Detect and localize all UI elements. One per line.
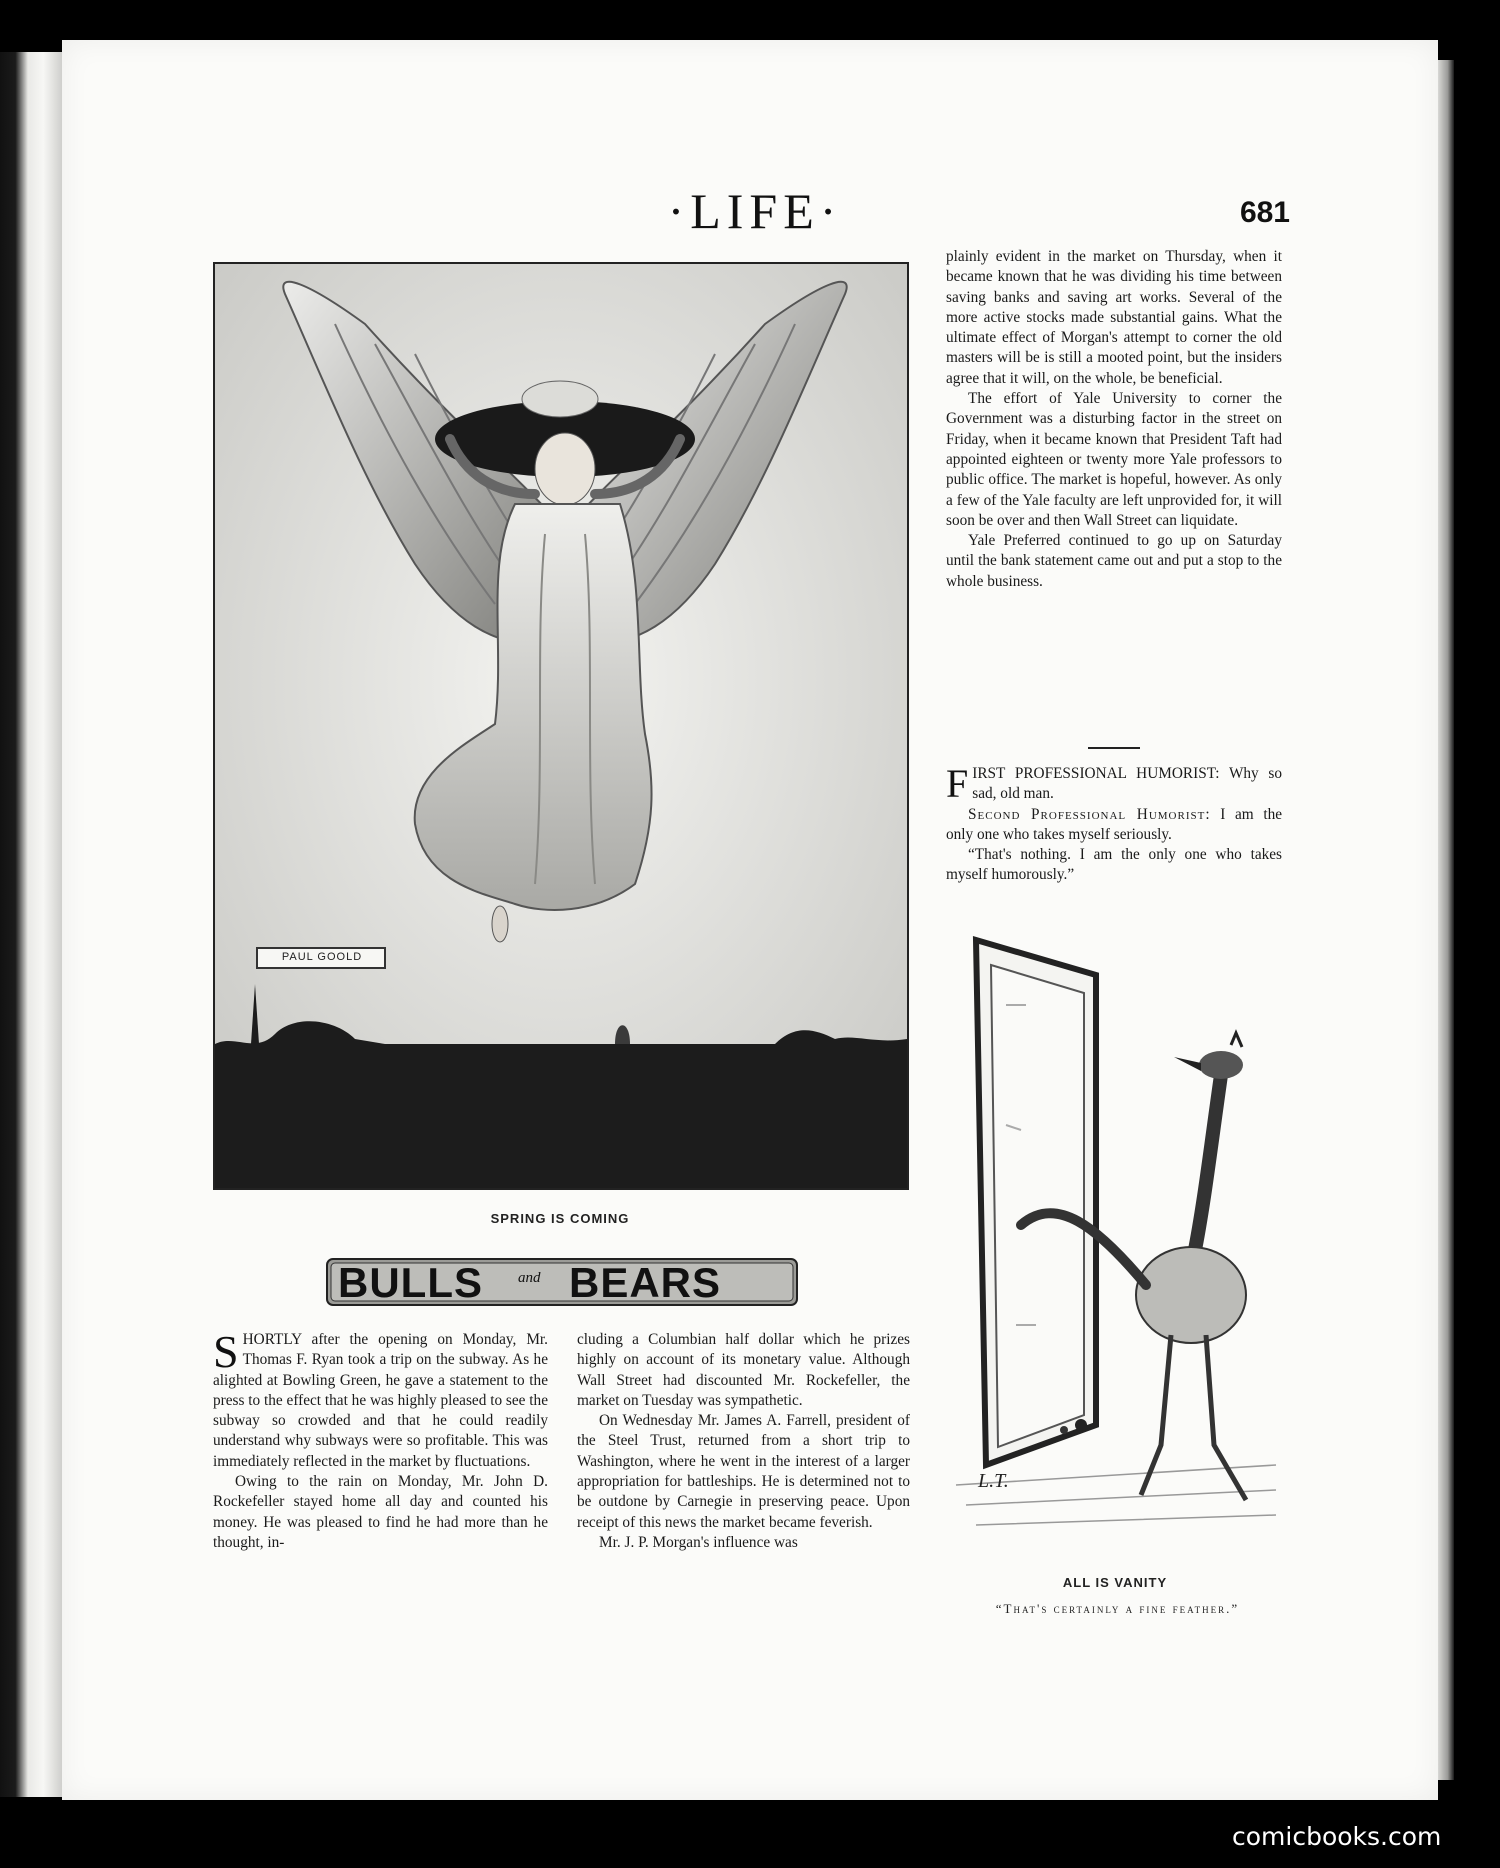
facing-page-edge	[0, 52, 62, 1797]
article-paragraph: Owing to the rain on Monday, Mr. John D. Rockefeller stayed home all day and counted his money. He was pleased to find he had more than he thought, in-	[213, 1473, 548, 1551]
article-paragraph: Mr. J. P. Morgan's influence was	[599, 1533, 798, 1551]
watermark: comicbooks.com	[1232, 1822, 1442, 1851]
speaker-name: Second Professional Humorist:	[968, 805, 1211, 823]
joke-text: IRST PROFESSIONAL HUMORIST: Why so sad, old man.	[972, 765, 1282, 803]
spring-illustration	[213, 262, 909, 1190]
article-paragraph: cluding a Columbian half dollar which he prizes highly on account of its monetary value. Although Wall Street had discounted Mr. Rockefeller, the market on Tuesday was sympathetic.	[577, 1331, 910, 1409]
caption-vanity: ALL IS VANITY	[1062, 1575, 1168, 1590]
article-paragraph: Yale Preferred continued to go up on Saturday until the bank statement came out and put a stop to the whole business.	[946, 532, 1282, 590]
page-gutter-shadow	[1438, 60, 1454, 1780]
section-divider	[1088, 747, 1140, 749]
skyline	[215, 1021, 907, 1188]
joke-line-2	[946, 805, 1282, 846]
joke-line-1	[946, 761, 1282, 806]
dropcap-f: F	[946, 761, 969, 806]
cartoon-signature: L.T.	[978, 1470, 1009, 1492]
banner-and: and	[518, 1270, 541, 1286]
ostrich-body	[1136, 1247, 1246, 1343]
article-column-middle	[577, 1330, 910, 1553]
joke-line-3: “That's nothing. I am the only one who takes myself humorously.”	[946, 846, 1282, 884]
angel-signature: PAUL GOOLD	[281, 951, 363, 963]
angel-drawing	[215, 264, 907, 1188]
banner-bulls: BULLS	[338, 1259, 483, 1306]
article-paragraph: plainly evident in the market on Thursday, when it became known that he was dividing his time between saving banks and saving art works. Several of the more active stocks made substantial gains. What the ultimate effect of Morgan's attempt to corner the old masters will be is still a mooted point, but the insiders agree that it will, on the whole, be beneficial.	[946, 248, 1282, 387]
banner-bears: BEARS	[569, 1259, 722, 1306]
vanity-cartoon	[946, 925, 1282, 1537]
article-column-left	[213, 1326, 548, 1553]
masthead: ·LIFE·	[667, 183, 843, 239]
joke-text: I am the only one who takes myself seriously.	[946, 805, 1283, 843]
article-paragraph: The effort of Yale University to corner the Government was a disturbing factor in the street on Friday, when it became known that President Taft had appointed eighteen or twenty more Yale professors to public office. The market is hopeful, however. As only a few of the Yale faculty are left unprovided for, it will soon be over and then Wall Street can liquidate.	[946, 390, 1282, 529]
paragraph-text: HORTLY after the opening on Monday, Mr. Thomas F. Ryan took a trip on the subway. As he alighted at Bowling Green, he gave a statement to the press to the effect that he was highly pleased to see the subway so crowded and that he could readily understand why subways were so profitable. This was immediately reflected in the market by fluctuations.	[213, 1331, 548, 1470]
caption-spring: SPRING IS COMING	[490, 1211, 630, 1226]
humorist-joke	[946, 761, 1283, 886]
article-column-right	[946, 247, 1282, 592]
article-paragraph: On Wednesday Mr. James A. Farrell, president of the Steel Trust, returned from a short trip to Washington, where he went in the interest of a larger appropriation for battleships. He is determined not to be outdone by Carnegie in preserving peace. Upon receipt of this news the market became feverish.	[577, 1412, 910, 1531]
page-number: 681	[1239, 196, 1290, 229]
subcaption-feather: “That's certainly a fine feather.”	[995, 1601, 1240, 1616]
article-paragraph	[213, 1326, 548, 1472]
bulls-and-bears-banner	[326, 1258, 798, 1306]
ostrich-mirror-drawing	[946, 925, 1282, 1537]
dropcap-s: S	[213, 1326, 239, 1377]
